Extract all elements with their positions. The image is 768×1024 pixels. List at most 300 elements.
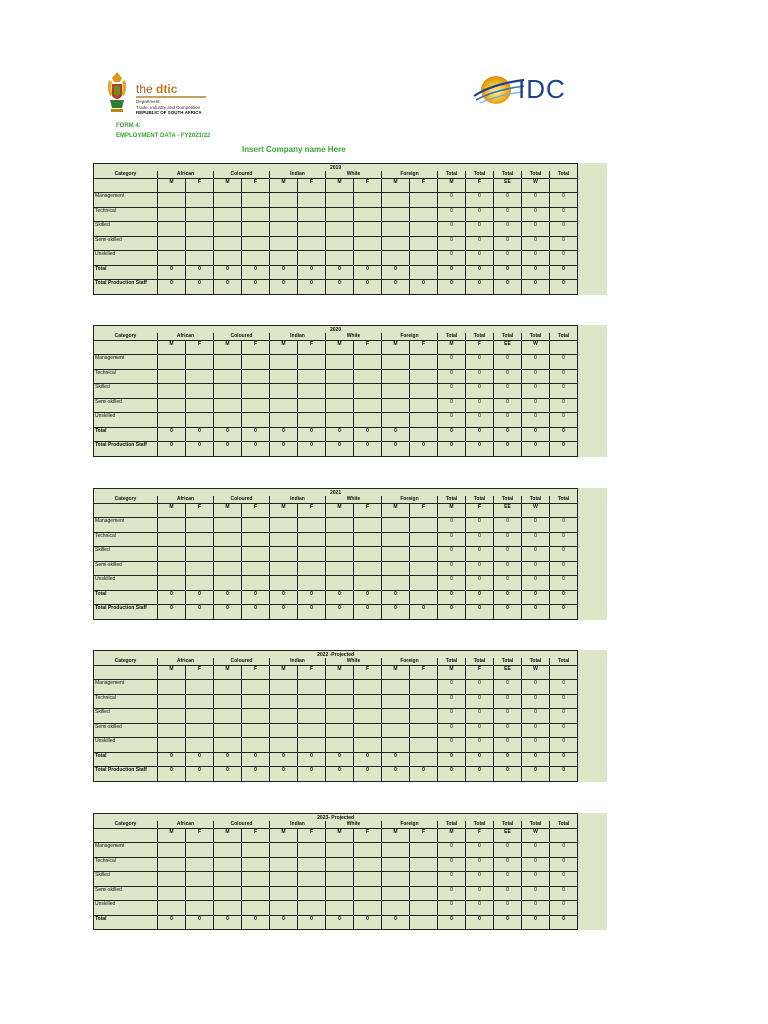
- data-cell[interactable]: 0: [158, 915, 186, 930]
- data-cell[interactable]: [410, 369, 438, 384]
- data-cell[interactable]: [354, 886, 382, 901]
- data-cell[interactable]: [298, 398, 326, 413]
- data-cell[interactable]: [298, 193, 326, 208]
- data-cell[interactable]: [298, 369, 326, 384]
- data-cell[interactable]: [354, 398, 382, 413]
- data-cell[interactable]: 0: [214, 752, 242, 767]
- data-cell[interactable]: 0: [270, 605, 298, 620]
- data-cell[interactable]: [326, 872, 354, 887]
- data-cell[interactable]: [270, 384, 298, 399]
- data-cell[interactable]: 0: [270, 280, 298, 295]
- data-cell[interactable]: [298, 413, 326, 428]
- data-cell[interactable]: 0: [354, 265, 382, 280]
- data-cell[interactable]: 0: [410, 605, 438, 620]
- data-cell[interactable]: [410, 207, 438, 222]
- data-cell[interactable]: [186, 680, 214, 695]
- data-cell[interactable]: [270, 193, 298, 208]
- data-cell[interactable]: [158, 518, 186, 533]
- data-cell[interactable]: [382, 369, 410, 384]
- data-cell[interactable]: [186, 207, 214, 222]
- data-cell[interactable]: [214, 369, 242, 384]
- data-cell[interactable]: [186, 251, 214, 266]
- data-cell[interactable]: [382, 680, 410, 695]
- data-cell[interactable]: 0: [298, 915, 326, 930]
- data-cell[interactable]: 0: [186, 442, 214, 457]
- data-cell[interactable]: 0: [326, 442, 354, 457]
- data-cell[interactable]: 0: [158, 427, 186, 442]
- data-cell[interactable]: [214, 857, 242, 872]
- data-cell[interactable]: [326, 518, 354, 533]
- data-cell[interactable]: 0: [326, 915, 354, 930]
- data-cell[interactable]: [382, 709, 410, 724]
- data-cell[interactable]: [382, 355, 410, 370]
- data-cell[interactable]: [214, 547, 242, 562]
- data-cell[interactable]: 0: [382, 767, 410, 782]
- data-cell[interactable]: [354, 547, 382, 562]
- data-cell[interactable]: [382, 843, 410, 858]
- data-cell[interactable]: [270, 547, 298, 562]
- data-cell[interactable]: [326, 561, 354, 576]
- data-cell[interactable]: [214, 561, 242, 576]
- data-cell[interactable]: [326, 398, 354, 413]
- data-cell[interactable]: [158, 561, 186, 576]
- data-cell[interactable]: [410, 723, 438, 738]
- data-cell[interactable]: [186, 193, 214, 208]
- data-cell[interactable]: [270, 576, 298, 591]
- data-cell[interactable]: [354, 680, 382, 695]
- data-cell[interactable]: 0: [382, 605, 410, 620]
- data-cell[interactable]: 0: [270, 767, 298, 782]
- data-cell[interactable]: 0: [326, 767, 354, 782]
- data-cell[interactable]: 0: [410, 767, 438, 782]
- data-cell[interactable]: [354, 532, 382, 547]
- data-cell[interactable]: [270, 694, 298, 709]
- data-cell[interactable]: [186, 384, 214, 399]
- data-cell[interactable]: [382, 413, 410, 428]
- data-cell[interactable]: [186, 561, 214, 576]
- data-cell[interactable]: [270, 207, 298, 222]
- data-cell[interactable]: [186, 547, 214, 562]
- data-cell[interactable]: [242, 222, 270, 237]
- data-cell[interactable]: [382, 236, 410, 251]
- data-cell[interactable]: [270, 251, 298, 266]
- data-cell[interactable]: 0: [410, 280, 438, 295]
- data-cell[interactable]: [410, 886, 438, 901]
- data-cell[interactable]: 0: [186, 280, 214, 295]
- data-cell[interactable]: [326, 532, 354, 547]
- data-cell[interactable]: 0: [270, 915, 298, 930]
- data-cell[interactable]: [354, 369, 382, 384]
- data-cell[interactable]: [270, 709, 298, 724]
- data-cell[interactable]: [214, 413, 242, 428]
- data-cell[interactable]: [158, 857, 186, 872]
- data-cell[interactable]: [242, 398, 270, 413]
- data-cell[interactable]: 0: [214, 590, 242, 605]
- data-cell[interactable]: [186, 576, 214, 591]
- data-cell[interactable]: [298, 680, 326, 695]
- data-cell[interactable]: [242, 193, 270, 208]
- data-cell[interactable]: [298, 355, 326, 370]
- data-cell[interactable]: [242, 532, 270, 547]
- data-cell[interactable]: [354, 901, 382, 916]
- data-cell[interactable]: [298, 532, 326, 547]
- data-cell[interactable]: [354, 576, 382, 591]
- data-cell[interactable]: [186, 398, 214, 413]
- data-cell[interactable]: 0: [298, 265, 326, 280]
- data-cell[interactable]: [158, 886, 186, 901]
- data-cell[interactable]: [270, 236, 298, 251]
- data-cell[interactable]: 0: [186, 605, 214, 620]
- data-cell[interactable]: 0: [270, 590, 298, 605]
- data-cell[interactable]: 0: [354, 915, 382, 930]
- data-cell[interactable]: [410, 694, 438, 709]
- data-cell[interactable]: [326, 857, 354, 872]
- data-cell[interactable]: [410, 901, 438, 916]
- data-cell[interactable]: [326, 355, 354, 370]
- data-cell[interactable]: [214, 723, 242, 738]
- data-cell[interactable]: [214, 398, 242, 413]
- data-cell[interactable]: [242, 872, 270, 887]
- data-cell[interactable]: [382, 251, 410, 266]
- data-cell[interactable]: 0: [158, 752, 186, 767]
- data-cell[interactable]: [242, 384, 270, 399]
- data-cell[interactable]: [298, 694, 326, 709]
- data-cell[interactable]: [354, 222, 382, 237]
- data-cell[interactable]: 0: [354, 280, 382, 295]
- data-cell[interactable]: [158, 193, 186, 208]
- data-cell[interactable]: [158, 413, 186, 428]
- data-cell[interactable]: [186, 413, 214, 428]
- data-cell[interactable]: [270, 518, 298, 533]
- data-cell[interactable]: [410, 872, 438, 887]
- data-cell[interactable]: [298, 709, 326, 724]
- data-cell[interactable]: 0: [354, 767, 382, 782]
- data-cell[interactable]: [158, 680, 186, 695]
- data-cell[interactable]: [326, 413, 354, 428]
- data-cell[interactable]: [242, 694, 270, 709]
- data-cell[interactable]: [214, 518, 242, 533]
- data-cell[interactable]: [214, 901, 242, 916]
- data-cell[interactable]: [214, 886, 242, 901]
- data-cell[interactable]: [270, 413, 298, 428]
- data-cell[interactable]: [298, 886, 326, 901]
- data-cell[interactable]: [242, 355, 270, 370]
- data-cell[interactable]: 0: [158, 280, 186, 295]
- data-cell[interactable]: [270, 398, 298, 413]
- data-cell[interactable]: 0: [186, 915, 214, 930]
- data-cell[interactable]: [242, 236, 270, 251]
- data-cell[interactable]: [382, 398, 410, 413]
- data-cell[interactable]: [270, 222, 298, 237]
- data-cell[interactable]: [354, 236, 382, 251]
- data-cell[interactable]: [214, 738, 242, 753]
- data-cell[interactable]: [354, 843, 382, 858]
- data-cell[interactable]: [186, 355, 214, 370]
- data-cell[interactable]: [270, 843, 298, 858]
- data-cell[interactable]: [382, 561, 410, 576]
- data-cell[interactable]: 0: [382, 590, 410, 605]
- data-cell[interactable]: [382, 738, 410, 753]
- data-cell[interactable]: 0: [298, 427, 326, 442]
- data-cell[interactable]: [410, 547, 438, 562]
- data-cell[interactable]: [326, 709, 354, 724]
- data-cell[interactable]: [158, 901, 186, 916]
- data-cell[interactable]: [410, 680, 438, 695]
- data-cell[interactable]: [382, 547, 410, 562]
- data-cell[interactable]: 0: [242, 767, 270, 782]
- data-cell[interactable]: [298, 251, 326, 266]
- data-cell[interactable]: [270, 872, 298, 887]
- data-cell[interactable]: 0: [382, 427, 410, 442]
- data-cell[interactable]: [214, 680, 242, 695]
- data-cell[interactable]: [410, 398, 438, 413]
- data-cell[interactable]: 0: [186, 265, 214, 280]
- data-cell[interactable]: [354, 518, 382, 533]
- data-cell[interactable]: 0: [214, 442, 242, 457]
- data-cell[interactable]: [382, 886, 410, 901]
- data-cell[interactable]: [410, 193, 438, 208]
- data-cell[interactable]: 0: [242, 590, 270, 605]
- data-cell[interactable]: [158, 694, 186, 709]
- data-cell[interactable]: 0: [214, 280, 242, 295]
- data-cell[interactable]: [410, 384, 438, 399]
- data-cell[interactable]: [186, 857, 214, 872]
- data-cell[interactable]: 0: [354, 442, 382, 457]
- data-cell[interactable]: [382, 857, 410, 872]
- data-cell[interactable]: [214, 207, 242, 222]
- data-cell[interactable]: 0: [326, 752, 354, 767]
- data-cell[interactable]: [270, 561, 298, 576]
- data-cell[interactable]: [326, 680, 354, 695]
- data-cell[interactable]: 0: [242, 605, 270, 620]
- data-cell[interactable]: 0: [298, 280, 326, 295]
- data-cell[interactable]: [214, 576, 242, 591]
- data-cell[interactable]: 0: [354, 590, 382, 605]
- data-cell[interactable]: 0: [298, 752, 326, 767]
- data-cell[interactable]: [354, 193, 382, 208]
- data-cell[interactable]: [410, 265, 438, 280]
- data-cell[interactable]: [410, 532, 438, 547]
- data-cell[interactable]: [214, 384, 242, 399]
- data-cell[interactable]: [158, 547, 186, 562]
- data-cell[interactable]: 0: [186, 590, 214, 605]
- data-cell[interactable]: [326, 222, 354, 237]
- data-cell[interactable]: [186, 369, 214, 384]
- data-cell[interactable]: [382, 723, 410, 738]
- data-cell[interactable]: [382, 532, 410, 547]
- data-cell[interactable]: [354, 251, 382, 266]
- data-cell[interactable]: [298, 518, 326, 533]
- data-cell[interactable]: [270, 857, 298, 872]
- data-cell[interactable]: [242, 680, 270, 695]
- data-cell[interactable]: [354, 207, 382, 222]
- data-cell[interactable]: 0: [158, 590, 186, 605]
- data-cell[interactable]: [326, 369, 354, 384]
- data-cell[interactable]: [326, 547, 354, 562]
- data-cell[interactable]: 0: [242, 265, 270, 280]
- data-cell[interactable]: [410, 738, 438, 753]
- data-cell[interactable]: [214, 193, 242, 208]
- data-cell[interactable]: [410, 857, 438, 872]
- data-cell[interactable]: [410, 355, 438, 370]
- data-cell[interactable]: [298, 843, 326, 858]
- data-cell[interactable]: [410, 752, 438, 767]
- company-name-field[interactable]: Insert Company name Here: [242, 145, 346, 154]
- data-cell[interactable]: [410, 561, 438, 576]
- data-cell[interactable]: [186, 738, 214, 753]
- data-cell[interactable]: [382, 193, 410, 208]
- data-cell[interactable]: 0: [158, 605, 186, 620]
- data-cell[interactable]: [298, 723, 326, 738]
- data-cell[interactable]: [214, 694, 242, 709]
- data-cell[interactable]: 0: [242, 752, 270, 767]
- data-cell[interactable]: [158, 709, 186, 724]
- data-cell[interactable]: [158, 723, 186, 738]
- data-cell[interactable]: 0: [270, 442, 298, 457]
- data-cell[interactable]: [214, 872, 242, 887]
- data-cell[interactable]: [186, 843, 214, 858]
- data-cell[interactable]: [214, 532, 242, 547]
- data-cell[interactable]: [158, 738, 186, 753]
- data-cell[interactable]: [354, 723, 382, 738]
- data-cell[interactable]: [242, 207, 270, 222]
- data-cell[interactable]: [326, 843, 354, 858]
- data-cell[interactable]: [382, 576, 410, 591]
- data-cell[interactable]: [242, 369, 270, 384]
- data-cell[interactable]: [326, 236, 354, 251]
- data-cell[interactable]: [410, 222, 438, 237]
- data-cell[interactable]: [410, 843, 438, 858]
- data-cell[interactable]: 0: [270, 265, 298, 280]
- data-cell[interactable]: [214, 355, 242, 370]
- data-cell[interactable]: 0: [242, 915, 270, 930]
- data-cell[interactable]: 0: [270, 752, 298, 767]
- data-cell[interactable]: 0: [382, 752, 410, 767]
- data-cell[interactable]: [158, 532, 186, 547]
- data-cell[interactable]: [242, 547, 270, 562]
- data-cell[interactable]: [382, 872, 410, 887]
- data-cell[interactable]: [410, 709, 438, 724]
- data-cell[interactable]: [298, 547, 326, 562]
- data-cell[interactable]: [186, 236, 214, 251]
- data-cell[interactable]: [242, 709, 270, 724]
- data-cell[interactable]: 0: [158, 767, 186, 782]
- data-cell[interactable]: [186, 518, 214, 533]
- data-cell[interactable]: [354, 561, 382, 576]
- data-cell[interactable]: [354, 355, 382, 370]
- data-cell[interactable]: 0: [382, 442, 410, 457]
- data-cell[interactable]: 0: [214, 265, 242, 280]
- data-cell[interactable]: [298, 872, 326, 887]
- data-cell[interactable]: [158, 369, 186, 384]
- data-cell[interactable]: [158, 384, 186, 399]
- data-cell[interactable]: [382, 694, 410, 709]
- data-cell[interactable]: [298, 576, 326, 591]
- data-cell[interactable]: 0: [298, 605, 326, 620]
- data-cell[interactable]: [214, 843, 242, 858]
- data-cell[interactable]: [242, 518, 270, 533]
- data-cell[interactable]: [158, 355, 186, 370]
- data-cell[interactable]: [214, 709, 242, 724]
- data-cell[interactable]: [158, 843, 186, 858]
- data-cell[interactable]: [186, 901, 214, 916]
- data-cell[interactable]: [410, 251, 438, 266]
- data-cell[interactable]: [326, 207, 354, 222]
- data-cell[interactable]: 0: [298, 442, 326, 457]
- data-cell[interactable]: [186, 694, 214, 709]
- data-cell[interactable]: 0: [242, 442, 270, 457]
- data-cell[interactable]: [382, 222, 410, 237]
- data-cell[interactable]: 0: [326, 265, 354, 280]
- data-cell[interactable]: [270, 886, 298, 901]
- data-cell[interactable]: [326, 384, 354, 399]
- data-cell[interactable]: [354, 694, 382, 709]
- data-cell[interactable]: [410, 518, 438, 533]
- data-cell[interactable]: [270, 723, 298, 738]
- data-cell[interactable]: [354, 857, 382, 872]
- data-cell[interactable]: [186, 886, 214, 901]
- data-cell[interactable]: 0: [214, 427, 242, 442]
- data-cell[interactable]: 0: [214, 767, 242, 782]
- data-cell[interactable]: [158, 207, 186, 222]
- data-cell[interactable]: 0: [326, 605, 354, 620]
- data-cell[interactable]: [214, 236, 242, 251]
- data-cell[interactable]: [158, 872, 186, 887]
- data-cell[interactable]: [242, 723, 270, 738]
- data-cell[interactable]: [242, 413, 270, 428]
- data-cell[interactable]: [270, 738, 298, 753]
- data-cell[interactable]: 0: [242, 280, 270, 295]
- data-cell[interactable]: 0: [186, 767, 214, 782]
- data-cell[interactable]: 0: [242, 427, 270, 442]
- data-cell[interactable]: [410, 236, 438, 251]
- data-cell[interactable]: 0: [298, 767, 326, 782]
- data-cell[interactable]: [354, 413, 382, 428]
- data-cell[interactable]: [242, 576, 270, 591]
- data-cell[interactable]: [214, 251, 242, 266]
- data-cell[interactable]: [410, 576, 438, 591]
- data-cell[interactable]: 0: [354, 605, 382, 620]
- data-cell[interactable]: [242, 843, 270, 858]
- data-cell[interactable]: [326, 251, 354, 266]
- data-cell[interactable]: [270, 680, 298, 695]
- data-cell[interactable]: [410, 413, 438, 428]
- data-cell[interactable]: [298, 738, 326, 753]
- data-cell[interactable]: [298, 857, 326, 872]
- data-cell[interactable]: [410, 590, 438, 605]
- data-cell[interactable]: [158, 236, 186, 251]
- data-cell[interactable]: [326, 694, 354, 709]
- data-cell[interactable]: 0: [354, 752, 382, 767]
- data-cell[interactable]: [298, 384, 326, 399]
- data-cell[interactable]: [382, 901, 410, 916]
- data-cell[interactable]: [382, 518, 410, 533]
- data-cell[interactable]: 0: [326, 280, 354, 295]
- data-cell[interactable]: [270, 369, 298, 384]
- data-cell[interactable]: [382, 207, 410, 222]
- data-cell[interactable]: [242, 738, 270, 753]
- data-cell[interactable]: 0: [214, 605, 242, 620]
- data-cell[interactable]: 0: [186, 752, 214, 767]
- data-cell[interactable]: [354, 384, 382, 399]
- data-cell[interactable]: [242, 561, 270, 576]
- data-cell[interactable]: 0: [326, 590, 354, 605]
- data-cell[interactable]: [186, 709, 214, 724]
- data-cell[interactable]: [242, 251, 270, 266]
- data-cell[interactable]: 0: [298, 590, 326, 605]
- data-cell[interactable]: [158, 222, 186, 237]
- data-cell[interactable]: [298, 561, 326, 576]
